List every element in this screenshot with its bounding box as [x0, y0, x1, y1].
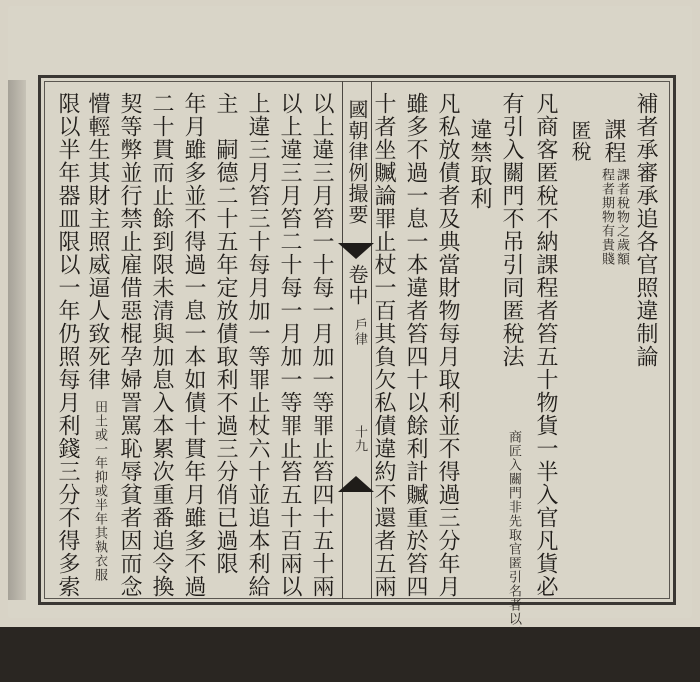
text-column: 限以半年器皿限以一年仍照每月利錢三分不得多索	[55, 92, 80, 598]
annotation-note: 商匠入關門非先取官匿引名者以匿稅法論	[506, 430, 521, 682]
text-column: 嗣德二十五年定放債取利不過三分俏已過限	[213, 138, 238, 575]
binding-shadow	[8, 80, 26, 600]
center-volume: 卷中	[345, 264, 369, 306]
subsection-heading: 違禁取利	[467, 118, 492, 210]
subsection-heading: 匿稅	[568, 120, 592, 162]
text-column: 雖多不過一息一本違者笞四十以餘利計贓重於笞四	[403, 92, 428, 598]
text-column: 上違三月笞三十每月加一等罪止杖六十並追本利給	[245, 92, 270, 598]
text-column: 以上違三月笞一十每一月加一等罪止笞四十五十兩	[309, 92, 334, 598]
text-column: 二十貫而止餘到限未清與加息入本累次重番追令換	[149, 92, 174, 598]
text-column: 凡商客匿稅不納課程者笞五十物貨一半入官凡貨必	[533, 92, 558, 598]
text-column: 補者承審承追各官照違制論	[633, 92, 658, 368]
page-number: 十九	[352, 425, 367, 453]
annotation-note: 田土或一年抑或半年其執衣服	[92, 400, 107, 582]
text-column: 以上違三月笞二十每一月加一等罪止笞五十百兩以	[277, 92, 302, 598]
center-title: 國朝律例撮要	[345, 99, 369, 225]
section-heading: 課程	[601, 118, 626, 164]
text-column: 十者坐贓論罪止杖一百其負欠私債違約不還者五兩	[371, 92, 396, 598]
text-column: 契等弊並行禁止雇借惡棍孕婦詈罵恥辱貧者因而念	[117, 92, 142, 598]
text-column: 凡私放債者及典當財物每月取利並不得過三分年月	[435, 92, 460, 598]
annotation-note: 程者期物有貴賤	[599, 168, 614, 266]
text-column: 有引入關門不吊引同匿稅法	[499, 92, 524, 368]
text-column: 年月雖多並不得過一息一本如債十貫年月雖多不過	[181, 92, 206, 598]
annotation-note: 課者稅物之歲額	[614, 168, 629, 266]
text-column: 懵輕生其財主照威逼人致死律	[85, 92, 110, 391]
center-section: 戶律	[352, 318, 367, 346]
text-column: 主	[213, 92, 238, 115]
